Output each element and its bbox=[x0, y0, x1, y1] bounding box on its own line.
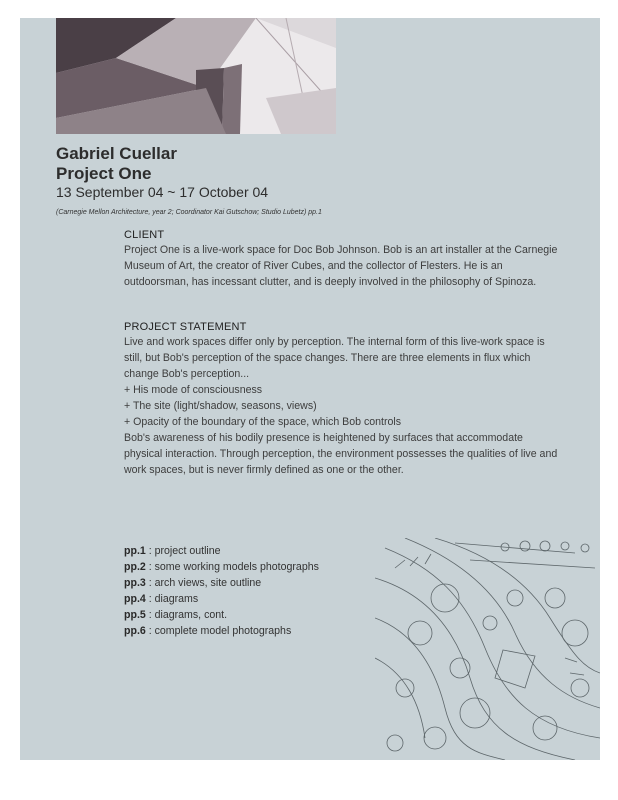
page-index-item bbox=[124, 623, 319, 639]
page-description: : complete model photographs bbox=[145, 625, 292, 637]
page-number: pp.4 bbox=[124, 593, 146, 605]
project-dates: 13 September 04 ~ 17 October 04 bbox=[56, 184, 269, 200]
statement-heading: PROJECT STATEMENT bbox=[124, 321, 247, 333]
statement-closing: Bob's awareness of his bodily presence is heightened by surfaces that accommodate physical interaction. Through perception, the environment possesses the qualities of live and work spaces, but is never firmly defined as one or the other. bbox=[124, 432, 558, 476]
client-heading: CLIENT bbox=[124, 229, 165, 241]
project-render-image bbox=[56, 18, 336, 134]
statement-item: + His mode of consciousness bbox=[124, 384, 263, 396]
page-index-item bbox=[124, 559, 319, 575]
statement-item: + Opacity of the boundary of the space, which Bob controls bbox=[124, 416, 402, 428]
statement-item: + The site (light/shadow, seasons, views) bbox=[124, 400, 317, 412]
page-index bbox=[124, 543, 319, 639]
statement-intro: Live and work spaces differ only by perception. The internal form of this live-work space is still, but Bob's perception of the space changes. There are three elements in flux which change Bob's perception... bbox=[124, 336, 545, 380]
client-section bbox=[124, 229, 564, 290]
page-description: : project outline bbox=[145, 545, 221, 557]
page-description: : some working models photographs bbox=[145, 561, 319, 573]
page-description: : diagrams, cont. bbox=[145, 609, 228, 621]
page-index-item bbox=[124, 543, 319, 559]
page-description: : arch views, site outline bbox=[145, 577, 262, 589]
page-number: pp.5 bbox=[124, 609, 146, 621]
page-index-item bbox=[124, 591, 319, 607]
author-name: Gabriel Cuellar bbox=[56, 144, 177, 163]
page-number: pp.2 bbox=[124, 561, 146, 573]
page-description: : diagrams bbox=[145, 593, 199, 605]
site-sketch-drawing bbox=[375, 538, 600, 760]
page-number: pp.3 bbox=[124, 577, 146, 589]
statement-section bbox=[124, 321, 564, 478]
document-sheet bbox=[20, 18, 600, 760]
project-title: Project One bbox=[56, 164, 152, 183]
page-index-item bbox=[124, 575, 319, 591]
course-note: (Carnegie Mellon Architecture, year 2; Coordinator Kai Gutschow; Studio Lubetz) pp.1 bbox=[56, 209, 322, 216]
page-index-item bbox=[124, 607, 319, 623]
page-number: pp.6 bbox=[124, 625, 146, 637]
page-number: pp.1 bbox=[124, 545, 146, 557]
render-illustration bbox=[56, 18, 336, 134]
client-text: Project One is a live-work space for Doc Bob Johnson. Bob is an art installer at the Carnegie Museum of Art, the creator of River Cubes, and the collector of Flesters. He is an outdoorsman, has incessant clutter, and is deeply involved in the philosophy of Spinoza. bbox=[124, 244, 558, 288]
